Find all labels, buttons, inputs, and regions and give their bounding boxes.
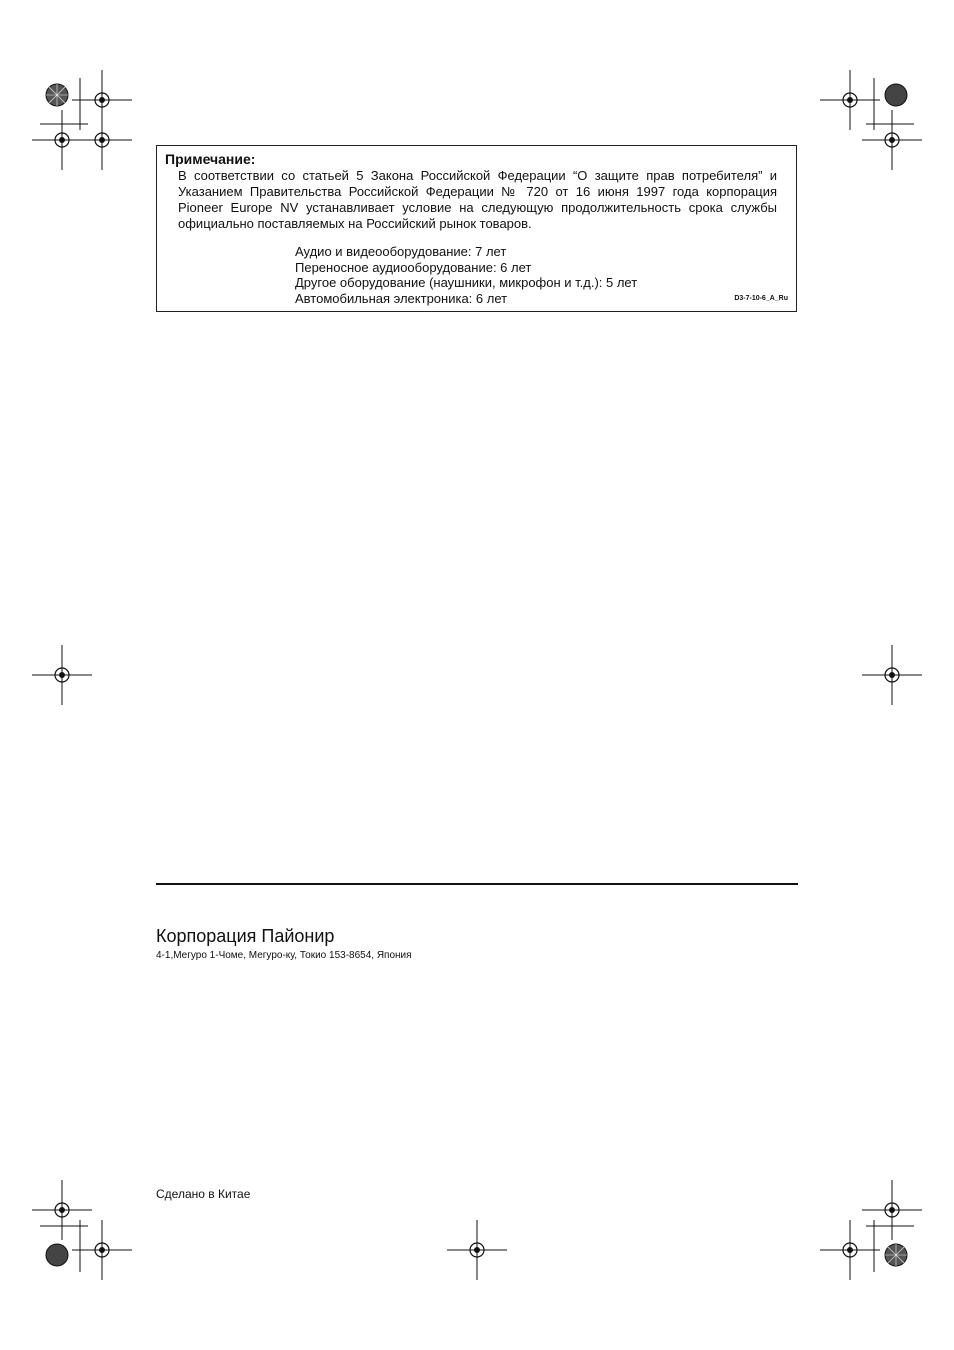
registration-disc-bottom-left bbox=[46, 1244, 68, 1266]
document-code: D3-7-10-6_A_Ru bbox=[734, 295, 788, 302]
list-item: Автомобильная электроника: 6 лет bbox=[295, 290, 508, 306]
registration-disc-top-right bbox=[885, 84, 907, 106]
service-life-list bbox=[295, 244, 637, 306]
made-in-label: Сделано в Китае bbox=[156, 1187, 251, 1201]
note-body: В соответствии со статьей 5 Закона Российской Федерации “О защите прав потребителя” и Указанием Правительства Российской Федерации № 720 от 16 июня 1997 года корпорация Pioneer Europe NV устанавливает условие на следующую продолжительность срока службы официально поставляемых на Российский рынок товаров. bbox=[178, 168, 777, 231]
company-address: 4-1,Мегуро 1-Чоме, Мегуро-ку, Токио 153-8654, Япония bbox=[156, 950, 412, 961]
registration-disc-bottom-right bbox=[885, 1244, 907, 1266]
note-title: Примечание: bbox=[165, 151, 256, 167]
list-item: Аудио и видеооборудование: 7 лет bbox=[295, 244, 507, 259]
list-item: Другое оборудование (наушники, микрофон и т.д.): 5 лет bbox=[295, 275, 638, 290]
service-life-note bbox=[156, 145, 797, 312]
registration-disc-top-left bbox=[46, 84, 68, 106]
horizontal-divider bbox=[156, 883, 798, 885]
company-name: Корпорация Пайонир bbox=[156, 926, 335, 946]
list-item: Переносное аудиооборудование: 6 лет bbox=[295, 259, 532, 275]
